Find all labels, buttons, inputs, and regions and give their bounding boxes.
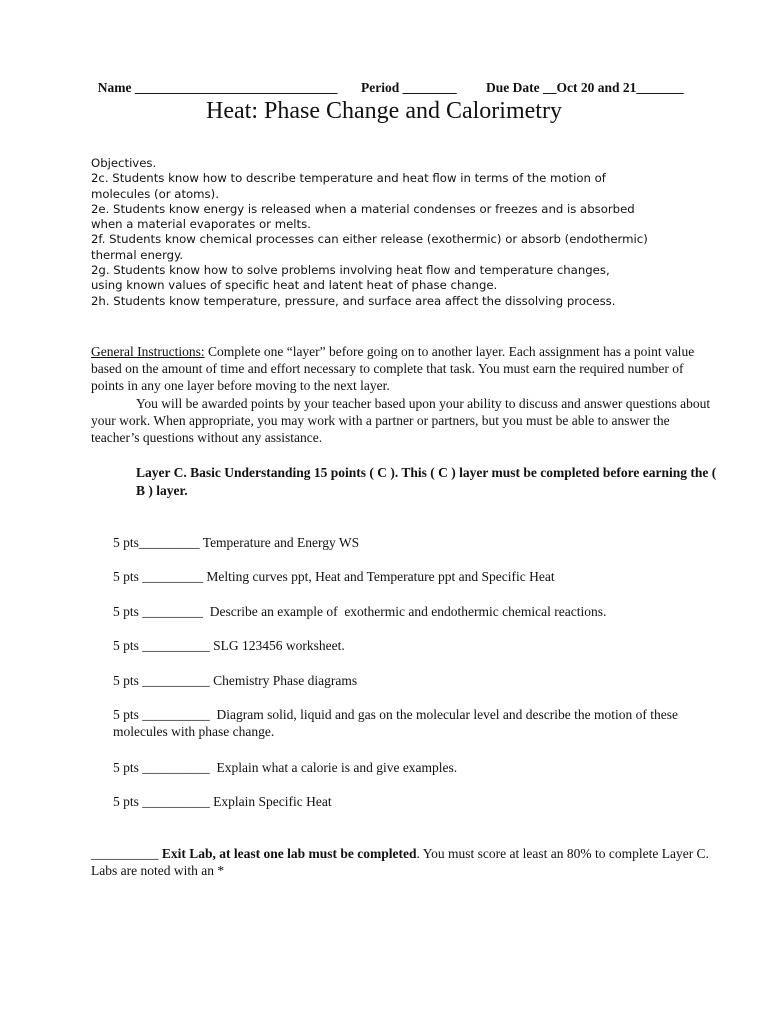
general-instructions	[91, 343, 716, 446]
objective-line: molecules (or atoms).	[91, 186, 219, 201]
task-item: 5 pts __________ Chemistry Phase diagrams	[113, 673, 358, 688]
exit-lab-text: . You must score at least an 80% to complete Layer C. Labs are noted with an *	[91, 846, 709, 879]
objective-line: using known values of specific heat and latent heat of phase change.	[91, 278, 498, 293]
instructions-paragraph-1	[91, 343, 716, 395]
objectives-heading: Objectives.	[91, 156, 157, 170]
exit-lab-blank[interactable]: __________	[91, 846, 159, 861]
task-item: 5 pts _________ Melting curves ppt, Heat and Temperature ppt and Specific Heat	[113, 569, 555, 584]
instructions-text-1: Complete one “layer” before going on to another layer. Each assignment has a point value based on the amount of time and effort necessary to complete that task. You must earn the required number of points in any one layer before moving to the next layer.	[91, 344, 695, 394]
objective-line: when a material evaporates or melts.	[91, 217, 311, 232]
task-item: 5 pts_________ Temperature and Energy WS	[113, 535, 360, 550]
due-date-label: Due Date __Oct 20 and 21_______	[486, 80, 684, 95]
exit-lab-note	[91, 845, 711, 879]
task-item: 5 pts __________ Diagram solid, liquid and gas on the molecular level and describe the motion of these molecules with phase change.	[113, 707, 682, 740]
task-item: 5 pts _________ Describe an example of exothermic and endothermic chemical reactions.	[113, 604, 607, 619]
objectives-section	[91, 156, 731, 309]
objective-line: thermal energy.	[91, 247, 184, 262]
header-line	[91, 64, 711, 96]
instructions-label: General Instructions:	[91, 344, 205, 359]
name-field-label[interactable]: Name ______________________________	[97, 80, 338, 95]
task-item: 5 pts __________ SLG 123456 worksheet.	[113, 638, 345, 653]
exit-lab-bold: Exit Lab, at least one lab must be completed	[158, 846, 417, 861]
objective-line: 2f. Students know chemical processes can either release (exothermic) or absorb (endothermic)	[91, 232, 648, 247]
period-field-label[interactable]: Period ________	[361, 80, 457, 95]
instructions-paragraph-2: You will be awarded points by your teacher based upon your ability to discuss and answer questions about your work. When appropriate, you may work with a partner or partners, but you must be able to answer the teacher’s questions without any assistance.	[91, 395, 711, 446]
layer-c-heading: Layer C. Basic Understanding 15 points ( C ). This ( C ) layer must be completed before earning the ( B ) layer.	[136, 465, 717, 498]
task-item: 5 pts __________ Explain what a calorie is and give examples.	[113, 760, 458, 775]
objective-line: 2e. Students know energy is released when a material condenses or freezes and is absorbed	[91, 201, 635, 216]
task-item: 5 pts __________ Explain Specific Heat	[113, 794, 332, 809]
page-title: Heat: Phase Change and Calorimetry	[206, 98, 562, 124]
objective-line: 2c. Students know how to describe temperature and heat flow in terms of the motion of	[91, 171, 606, 186]
objective-line: 2g. Students know how to solve problems involving heat flow and temperature changes,	[91, 263, 610, 278]
objective-line: 2h. Students know temperature, pressure, and surface area affect the dissolving process.	[91, 293, 616, 308]
